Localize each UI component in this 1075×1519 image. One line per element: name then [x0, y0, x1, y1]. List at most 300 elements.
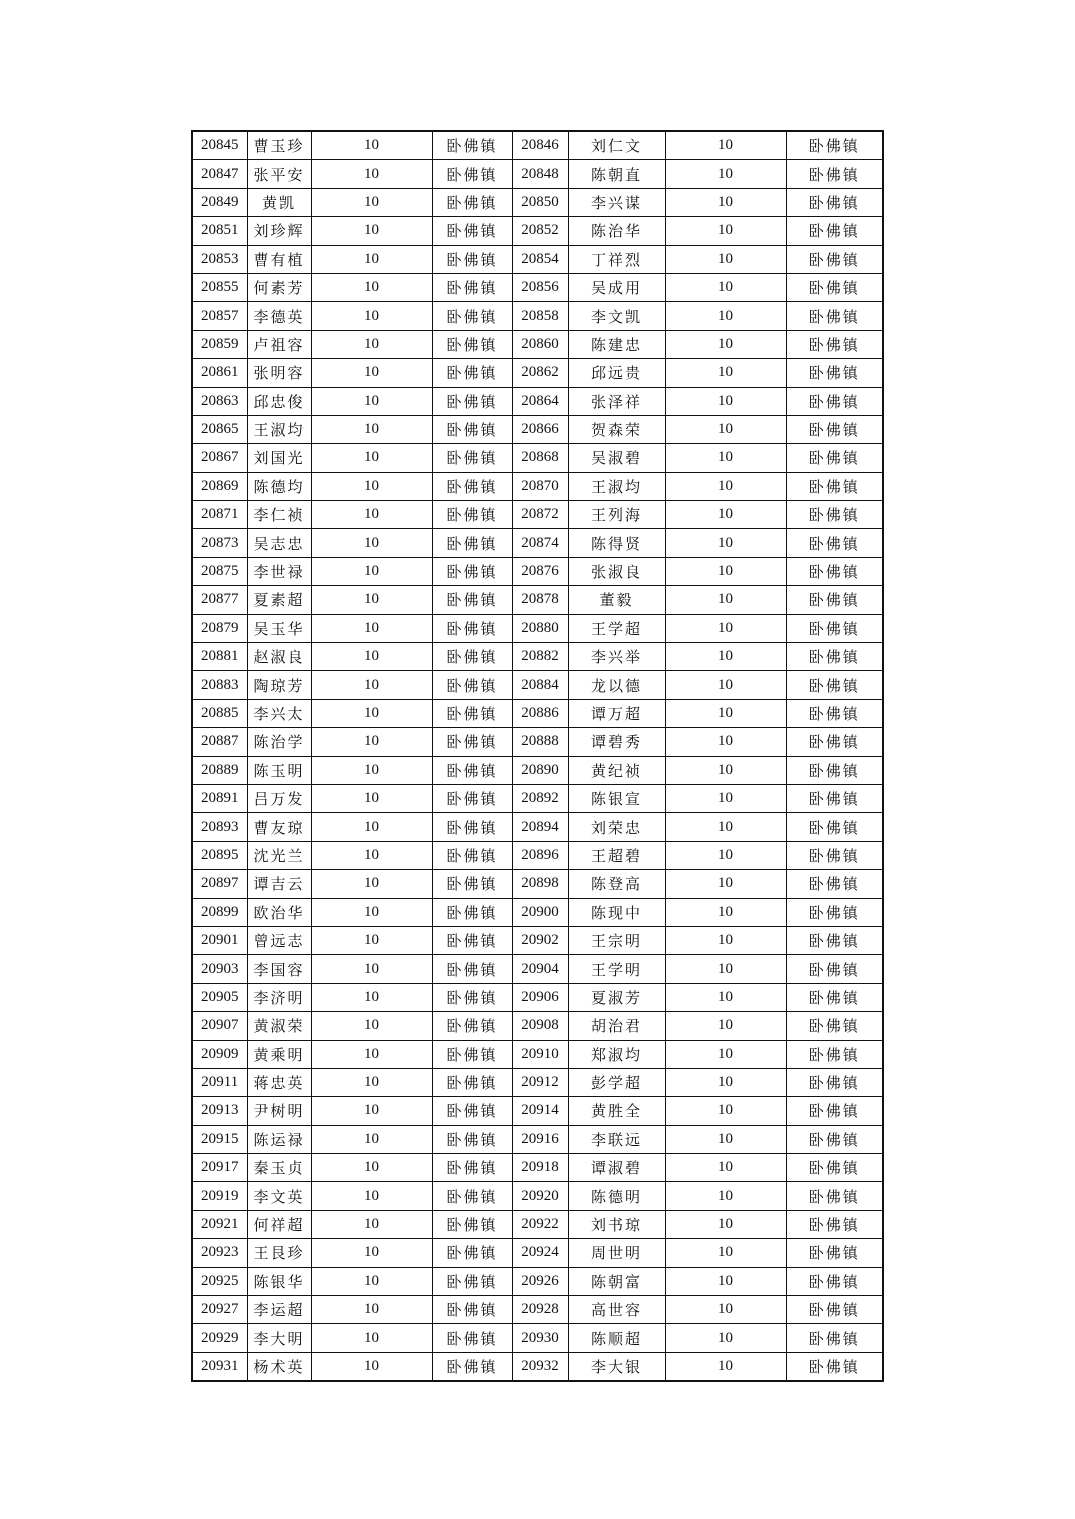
left-town-name-cell: 卧佛镇	[432, 643, 512, 671]
left-town-name-cell: 卧佛镇	[432, 472, 512, 500]
right-record-id-cell: 20884	[512, 671, 568, 699]
table-row	[192, 188, 883, 216]
left-town-name-cell: 卧佛镇	[432, 1210, 512, 1238]
right-amount-cell: 10	[665, 160, 786, 188]
right-amount-cell: 10	[665, 188, 786, 216]
right-record-id-cell: 20886	[512, 699, 568, 727]
left-person-name-cell: 尹树明	[247, 1097, 311, 1125]
roster-body	[192, 131, 883, 1381]
right-person-name-cell: 张淑良	[568, 557, 665, 585]
right-town-name-cell: 卧佛镇	[786, 699, 883, 727]
left-town-name-cell: 卧佛镇	[432, 1182, 512, 1210]
left-amount-cell: 10	[311, 529, 432, 557]
right-town-name-cell: 卧佛镇	[786, 1068, 883, 1096]
left-record-id-cell: 20903	[192, 955, 247, 983]
right-person-name-cell: 周世明	[568, 1239, 665, 1267]
right-record-id-cell: 20916	[512, 1125, 568, 1153]
right-person-name-cell: 李兴举	[568, 643, 665, 671]
left-person-name-cell: 李济明	[247, 983, 311, 1011]
right-town-name-cell: 卧佛镇	[786, 841, 883, 869]
right-town-name-cell: 卧佛镇	[786, 955, 883, 983]
right-amount-cell: 10	[665, 643, 786, 671]
right-record-id-cell: 20864	[512, 387, 568, 415]
left-amount-cell: 10	[311, 1324, 432, 1352]
left-amount-cell: 10	[311, 955, 432, 983]
left-record-id-cell: 20873	[192, 529, 247, 557]
table-row	[192, 1068, 883, 1096]
left-town-name-cell: 卧佛镇	[432, 444, 512, 472]
table-row	[192, 444, 883, 472]
right-record-id-cell: 20866	[512, 415, 568, 443]
left-person-name-cell: 欧治华	[247, 898, 311, 926]
right-town-name-cell: 卧佛镇	[786, 529, 883, 557]
right-amount-cell: 10	[665, 557, 786, 585]
left-town-name-cell: 卧佛镇	[432, 1068, 512, 1096]
table-row	[192, 1267, 883, 1295]
left-person-name-cell: 吴玉华	[247, 614, 311, 642]
left-person-name-cell: 王淑均	[247, 415, 311, 443]
right-record-id-cell: 20878	[512, 586, 568, 614]
right-amount-cell: 10	[665, 728, 786, 756]
left-town-name-cell: 卧佛镇	[432, 784, 512, 812]
right-record-id-cell: 20914	[512, 1097, 568, 1125]
table-row	[192, 330, 883, 358]
left-record-id-cell: 20929	[192, 1324, 247, 1352]
right-record-id-cell: 20862	[512, 359, 568, 387]
left-person-name-cell: 李文英	[247, 1182, 311, 1210]
left-amount-cell: 10	[311, 1040, 432, 1068]
right-record-id-cell: 20876	[512, 557, 568, 585]
left-record-id-cell: 20853	[192, 245, 247, 273]
right-amount-cell: 10	[665, 1296, 786, 1324]
left-record-id-cell: 20925	[192, 1267, 247, 1295]
left-record-id-cell: 20915	[192, 1125, 247, 1153]
table-row	[192, 529, 883, 557]
table-row	[192, 784, 883, 812]
left-record-id-cell: 20867	[192, 444, 247, 472]
right-record-id-cell: 20880	[512, 614, 568, 642]
right-town-name-cell: 卧佛镇	[786, 330, 883, 358]
right-town-name-cell: 卧佛镇	[786, 756, 883, 784]
left-person-name-cell: 黄乘明	[247, 1040, 311, 1068]
right-town-name-cell: 卧佛镇	[786, 160, 883, 188]
left-town-name-cell: 卧佛镇	[432, 1267, 512, 1295]
right-town-name-cell: 卧佛镇	[786, 870, 883, 898]
right-amount-cell: 10	[665, 1012, 786, 1040]
right-town-name-cell: 卧佛镇	[786, 472, 883, 500]
left-amount-cell: 10	[311, 557, 432, 585]
right-record-id-cell: 20870	[512, 472, 568, 500]
left-record-id-cell: 20899	[192, 898, 247, 926]
left-amount-cell: 10	[311, 756, 432, 784]
left-person-name-cell: 李运超	[247, 1296, 311, 1324]
right-amount-cell: 10	[665, 614, 786, 642]
left-record-id-cell: 20921	[192, 1210, 247, 1238]
left-person-name-cell: 陈治学	[247, 728, 311, 756]
left-amount-cell: 10	[311, 160, 432, 188]
right-town-name-cell: 卧佛镇	[786, 1040, 883, 1068]
right-amount-cell: 10	[665, 784, 786, 812]
right-person-name-cell: 黄纪祯	[568, 756, 665, 784]
right-record-id-cell: 20918	[512, 1154, 568, 1182]
left-town-name-cell: 卧佛镇	[432, 1239, 512, 1267]
left-town-name-cell: 卧佛镇	[432, 926, 512, 954]
table-row	[192, 813, 883, 841]
right-person-name-cell: 刘仁文	[568, 131, 665, 160]
right-record-id-cell: 20906	[512, 983, 568, 1011]
right-person-name-cell: 龙以德	[568, 671, 665, 699]
right-amount-cell: 10	[665, 1210, 786, 1238]
right-amount-cell: 10	[665, 1182, 786, 1210]
left-person-name-cell: 曹有植	[247, 245, 311, 273]
left-person-name-cell: 秦玉贞	[247, 1154, 311, 1182]
right-amount-cell: 10	[665, 841, 786, 869]
right-record-id-cell: 20926	[512, 1267, 568, 1295]
table-row	[192, 728, 883, 756]
table-row	[192, 1352, 883, 1381]
left-town-name-cell: 卧佛镇	[432, 415, 512, 443]
left-person-name-cell: 蒋忠英	[247, 1068, 311, 1096]
left-amount-cell: 10	[311, 728, 432, 756]
right-person-name-cell: 吴成用	[568, 273, 665, 301]
right-town-name-cell: 卧佛镇	[786, 1239, 883, 1267]
left-town-name-cell: 卧佛镇	[432, 1296, 512, 1324]
right-town-name-cell: 卧佛镇	[786, 898, 883, 926]
right-town-name-cell: 卧佛镇	[786, 671, 883, 699]
right-person-name-cell: 张泽祥	[568, 387, 665, 415]
right-person-name-cell: 贺森荣	[568, 415, 665, 443]
left-town-name-cell: 卧佛镇	[432, 330, 512, 358]
left-record-id-cell: 20905	[192, 983, 247, 1011]
right-town-name-cell: 卧佛镇	[786, 1352, 883, 1381]
left-person-name-cell: 曾远志	[247, 926, 311, 954]
table-row	[192, 756, 883, 784]
table-row	[192, 131, 883, 160]
left-record-id-cell: 20863	[192, 387, 247, 415]
right-record-id-cell: 20890	[512, 756, 568, 784]
left-amount-cell: 10	[311, 614, 432, 642]
table-row	[192, 1296, 883, 1324]
right-amount-cell: 10	[665, 1040, 786, 1068]
table-row	[192, 273, 883, 301]
left-record-id-cell: 20931	[192, 1352, 247, 1381]
left-record-id-cell: 20893	[192, 813, 247, 841]
left-town-name-cell: 卧佛镇	[432, 756, 512, 784]
right-record-id-cell: 20922	[512, 1210, 568, 1238]
left-record-id-cell: 20909	[192, 1040, 247, 1068]
left-record-id-cell: 20911	[192, 1068, 247, 1096]
left-record-id-cell: 20917	[192, 1154, 247, 1182]
right-town-name-cell: 卧佛镇	[786, 188, 883, 216]
left-record-id-cell: 20849	[192, 188, 247, 216]
right-record-id-cell: 20860	[512, 330, 568, 358]
right-person-name-cell: 谭碧秀	[568, 728, 665, 756]
right-record-id-cell: 20930	[512, 1324, 568, 1352]
right-town-name-cell: 卧佛镇	[786, 1324, 883, 1352]
right-town-name-cell: 卧佛镇	[786, 983, 883, 1011]
right-town-name-cell: 卧佛镇	[786, 1125, 883, 1153]
left-person-name-cell: 曹友琼	[247, 813, 311, 841]
right-town-name-cell: 卧佛镇	[786, 1182, 883, 1210]
right-person-name-cell: 王列海	[568, 501, 665, 529]
right-amount-cell: 10	[665, 983, 786, 1011]
right-person-name-cell: 王学超	[568, 614, 665, 642]
right-person-name-cell: 黄胜全	[568, 1097, 665, 1125]
right-person-name-cell: 李文凯	[568, 302, 665, 330]
left-record-id-cell: 20897	[192, 870, 247, 898]
left-record-id-cell: 20913	[192, 1097, 247, 1125]
left-town-name-cell: 卧佛镇	[432, 359, 512, 387]
right-person-name-cell: 陈治华	[568, 217, 665, 245]
right-amount-cell: 10	[665, 245, 786, 273]
left-person-name-cell: 陈银华	[247, 1267, 311, 1295]
right-person-name-cell: 谭淑碧	[568, 1154, 665, 1182]
right-record-id-cell: 20846	[512, 131, 568, 160]
right-town-name-cell: 卧佛镇	[786, 387, 883, 415]
left-amount-cell: 10	[311, 444, 432, 472]
left-record-id-cell: 20927	[192, 1296, 247, 1324]
right-amount-cell: 10	[665, 330, 786, 358]
left-record-id-cell: 20887	[192, 728, 247, 756]
right-person-name-cell: 陈现中	[568, 898, 665, 926]
left-town-name-cell: 卧佛镇	[432, 273, 512, 301]
left-record-id-cell: 20869	[192, 472, 247, 500]
table-row	[192, 302, 883, 330]
left-town-name-cell: 卧佛镇	[432, 1012, 512, 1040]
left-person-name-cell: 谭吉云	[247, 870, 311, 898]
table-row	[192, 217, 883, 245]
right-amount-cell: 10	[665, 302, 786, 330]
right-town-name-cell: 卧佛镇	[786, 926, 883, 954]
left-town-name-cell: 卧佛镇	[432, 302, 512, 330]
left-town-name-cell: 卧佛镇	[432, 1040, 512, 1068]
left-person-name-cell: 杨术英	[247, 1352, 311, 1381]
table-row	[192, 841, 883, 869]
left-town-name-cell: 卧佛镇	[432, 983, 512, 1011]
left-record-id-cell: 20851	[192, 217, 247, 245]
left-amount-cell: 10	[311, 870, 432, 898]
right-person-name-cell: 谭万超	[568, 699, 665, 727]
left-town-name-cell: 卧佛镇	[432, 387, 512, 415]
right-person-name-cell: 王超碧	[568, 841, 665, 869]
left-town-name-cell: 卧佛镇	[432, 586, 512, 614]
left-person-name-cell: 吴志忠	[247, 529, 311, 557]
left-person-name-cell: 李国容	[247, 955, 311, 983]
table-row	[192, 1210, 883, 1238]
right-record-id-cell: 20854	[512, 245, 568, 273]
left-amount-cell: 10	[311, 841, 432, 869]
right-record-id-cell: 20892	[512, 784, 568, 812]
left-amount-cell: 10	[311, 643, 432, 671]
right-town-name-cell: 卧佛镇	[786, 1296, 883, 1324]
left-town-name-cell: 卧佛镇	[432, 160, 512, 188]
left-person-name-cell: 沈光兰	[247, 841, 311, 869]
right-town-name-cell: 卧佛镇	[786, 131, 883, 160]
right-amount-cell: 10	[665, 1125, 786, 1153]
left-amount-cell: 10	[311, 359, 432, 387]
right-record-id-cell: 20888	[512, 728, 568, 756]
table-row	[192, 1324, 883, 1352]
left-record-id-cell: 20865	[192, 415, 247, 443]
left-town-name-cell: 卧佛镇	[432, 671, 512, 699]
right-amount-cell: 10	[665, 1239, 786, 1267]
right-person-name-cell: 邱远贵	[568, 359, 665, 387]
right-record-id-cell: 20912	[512, 1068, 568, 1096]
left-person-name-cell: 李大明	[247, 1324, 311, 1352]
roster-table	[191, 130, 884, 1382]
left-record-id-cell: 20855	[192, 273, 247, 301]
left-town-name-cell: 卧佛镇	[432, 1097, 512, 1125]
right-person-name-cell: 陈德明	[568, 1182, 665, 1210]
left-amount-cell: 10	[311, 472, 432, 500]
right-town-name-cell: 卧佛镇	[786, 444, 883, 472]
right-amount-cell: 10	[665, 813, 786, 841]
table-row	[192, 926, 883, 954]
right-town-name-cell: 卧佛镇	[786, 728, 883, 756]
left-town-name-cell: 卧佛镇	[432, 813, 512, 841]
table-row	[192, 1239, 883, 1267]
left-person-name-cell: 李德英	[247, 302, 311, 330]
right-record-id-cell: 20858	[512, 302, 568, 330]
right-record-id-cell: 20896	[512, 841, 568, 869]
right-record-id-cell: 20898	[512, 870, 568, 898]
left-record-id-cell: 20923	[192, 1239, 247, 1267]
right-amount-cell: 10	[665, 870, 786, 898]
left-town-name-cell: 卧佛镇	[432, 614, 512, 642]
left-person-name-cell: 张平安	[247, 160, 311, 188]
table-row	[192, 699, 883, 727]
right-amount-cell: 10	[665, 529, 786, 557]
table-row	[192, 245, 883, 273]
left-town-name-cell: 卧佛镇	[432, 557, 512, 585]
table-row	[192, 501, 883, 529]
right-town-name-cell: 卧佛镇	[786, 1210, 883, 1238]
left-person-name-cell: 黄淑荣	[247, 1012, 311, 1040]
right-town-name-cell: 卧佛镇	[786, 557, 883, 585]
left-record-id-cell: 20875	[192, 557, 247, 585]
left-record-id-cell: 20881	[192, 643, 247, 671]
right-record-id-cell: 20856	[512, 273, 568, 301]
left-amount-cell: 10	[311, 245, 432, 273]
right-record-id-cell: 20848	[512, 160, 568, 188]
left-town-name-cell: 卧佛镇	[432, 728, 512, 756]
left-amount-cell: 10	[311, 1154, 432, 1182]
right-record-id-cell: 20894	[512, 813, 568, 841]
right-town-name-cell: 卧佛镇	[786, 245, 883, 273]
left-amount-cell: 10	[311, 302, 432, 330]
left-amount-cell: 10	[311, 1267, 432, 1295]
left-amount-cell: 10	[311, 273, 432, 301]
left-town-name-cell: 卧佛镇	[432, 1154, 512, 1182]
right-amount-cell: 10	[665, 1068, 786, 1096]
left-person-name-cell: 张明容	[247, 359, 311, 387]
left-town-name-cell: 卧佛镇	[432, 131, 512, 160]
left-amount-cell: 10	[311, 415, 432, 443]
right-person-name-cell: 陈银宣	[568, 784, 665, 812]
left-person-name-cell: 李世禄	[247, 557, 311, 585]
table-row	[192, 387, 883, 415]
right-record-id-cell: 20904	[512, 955, 568, 983]
table-row	[192, 160, 883, 188]
right-amount-cell: 10	[665, 671, 786, 699]
right-amount-cell: 10	[665, 501, 786, 529]
left-amount-cell: 10	[311, 926, 432, 954]
right-person-name-cell: 陈朝直	[568, 160, 665, 188]
left-record-id-cell: 20919	[192, 1182, 247, 1210]
left-town-name-cell: 卧佛镇	[432, 870, 512, 898]
right-record-id-cell: 20872	[512, 501, 568, 529]
right-amount-cell: 10	[665, 273, 786, 301]
right-person-name-cell: 董毅	[568, 586, 665, 614]
left-person-name-cell: 陈玉明	[247, 756, 311, 784]
right-person-name-cell: 丁祥烈	[568, 245, 665, 273]
left-record-id-cell: 20859	[192, 330, 247, 358]
left-town-name-cell: 卧佛镇	[432, 898, 512, 926]
right-person-name-cell: 陈朝富	[568, 1267, 665, 1295]
right-record-id-cell: 20868	[512, 444, 568, 472]
right-record-id-cell: 20908	[512, 1012, 568, 1040]
left-town-name-cell: 卧佛镇	[432, 188, 512, 216]
left-record-id-cell: 20883	[192, 671, 247, 699]
right-town-name-cell: 卧佛镇	[786, 813, 883, 841]
right-record-id-cell: 20900	[512, 898, 568, 926]
left-record-id-cell: 20907	[192, 1012, 247, 1040]
left-amount-cell: 10	[311, 1097, 432, 1125]
right-record-id-cell: 20924	[512, 1239, 568, 1267]
right-town-name-cell: 卧佛镇	[786, 784, 883, 812]
right-amount-cell: 10	[665, 217, 786, 245]
table-row	[192, 614, 883, 642]
left-amount-cell: 10	[311, 1125, 432, 1153]
left-amount-cell: 10	[311, 671, 432, 699]
right-amount-cell: 10	[665, 926, 786, 954]
right-amount-cell: 10	[665, 1352, 786, 1381]
right-person-name-cell: 李大银	[568, 1352, 665, 1381]
left-town-name-cell: 卧佛镇	[432, 699, 512, 727]
right-amount-cell: 10	[665, 444, 786, 472]
right-record-id-cell: 20928	[512, 1296, 568, 1324]
right-town-name-cell: 卧佛镇	[786, 1012, 883, 1040]
right-person-name-cell: 王淑均	[568, 472, 665, 500]
left-record-id-cell: 20895	[192, 841, 247, 869]
left-amount-cell: 10	[311, 1352, 432, 1381]
right-record-id-cell: 20920	[512, 1182, 568, 1210]
left-person-name-cell: 吕万发	[247, 784, 311, 812]
right-record-id-cell: 20850	[512, 188, 568, 216]
table-row	[192, 1097, 883, 1125]
left-person-name-cell: 曹玉珍	[247, 131, 311, 160]
right-amount-cell: 10	[665, 359, 786, 387]
table-row	[192, 586, 883, 614]
left-amount-cell: 10	[311, 131, 432, 160]
left-person-name-cell: 刘珍辉	[247, 217, 311, 245]
right-amount-cell: 10	[665, 415, 786, 443]
left-person-name-cell: 赵淑良	[247, 643, 311, 671]
left-record-id-cell: 20889	[192, 756, 247, 784]
left-person-name-cell: 何素芳	[247, 273, 311, 301]
left-amount-cell: 10	[311, 1012, 432, 1040]
right-town-name-cell: 卧佛镇	[786, 217, 883, 245]
left-amount-cell: 10	[311, 699, 432, 727]
left-record-id-cell: 20891	[192, 784, 247, 812]
right-amount-cell: 10	[665, 472, 786, 500]
right-amount-cell: 10	[665, 756, 786, 784]
left-person-name-cell: 黄凯	[247, 188, 311, 216]
right-person-name-cell: 高世容	[568, 1296, 665, 1324]
left-record-id-cell: 20857	[192, 302, 247, 330]
table-row	[192, 1182, 883, 1210]
left-amount-cell: 10	[311, 586, 432, 614]
